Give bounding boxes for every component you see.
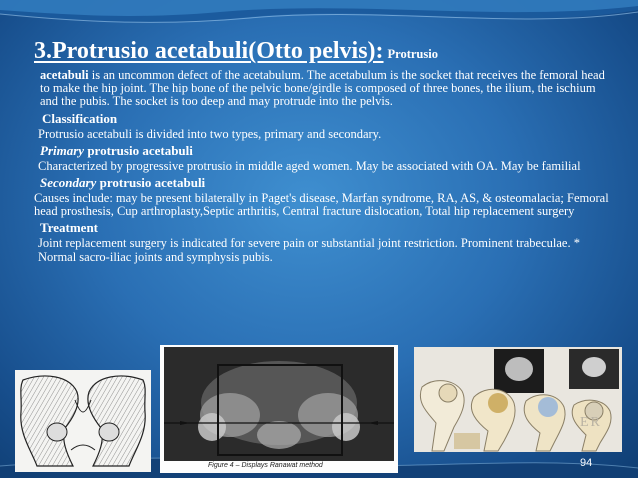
primary-heading (34, 142, 614, 159)
title-tail: Protrusio (387, 47, 438, 61)
primary-text: Characterized by progressive protrusio in middle aged women. May be associated with OA. May be familial (38, 158, 581, 173)
primary-heading-rest: protrusio acetabuli (84, 142, 193, 158)
classification-text: Protrusio acetabuli is divided into two types, primary and secondary. (38, 126, 382, 141)
secondary-word: Secondary (40, 175, 97, 191)
collage-watermark: ER (580, 415, 602, 430)
secondary-text: Causes include: may be present bilaterally in Paget's disease, Marfan syndrome, RA, AS, & osteomalacia; Femoral head prosthesis, Cup arthroplasty,Septic arthritis, Central fracture dislocation, Total hip replacement surgery (34, 191, 609, 219)
slide-title: 3.Protrusio acetabuli(Otto pelvis): (34, 38, 384, 64)
slide-body (34, 36, 614, 264)
xray-image (160, 345, 398, 473)
slide-title-line (34, 36, 614, 69)
xray-caption: Figure 4 – Displays Ranawat method (208, 462, 323, 469)
top-wave-decoration (0, 0, 638, 36)
intro-bold-term: acetabuli (40, 68, 89, 82)
intro-paragraph (34, 69, 614, 109)
secondary-heading-rest: protrusio acetabuli (96, 175, 206, 191)
pelvis-drawing-image (15, 370, 151, 472)
treatment-heading: Treatment (40, 220, 98, 236)
secondary-heading (34, 174, 614, 191)
hip-collage-image (414, 347, 622, 452)
page-number: 94 (580, 457, 593, 469)
intro-text: is an uncommon defect of the acetabulum. The acetabulum is the socket that receives the femoral head to make the hip joint. The hip bone of the pelvic bone/girdle is composed of three bones, the ilium, the ischium and the pubis. The socket is too deep and may protrude into the pelvis. (40, 68, 605, 109)
classification-heading: Classification (42, 110, 118, 126)
primary-word: Primary (40, 142, 85, 158)
treatment-text: Joint replacement surgery is indicated for severe pain or substantial joint restriction. Prominent trabeculae. * Normal sacro-iliac joints and symphysis pubis. (38, 236, 580, 264)
